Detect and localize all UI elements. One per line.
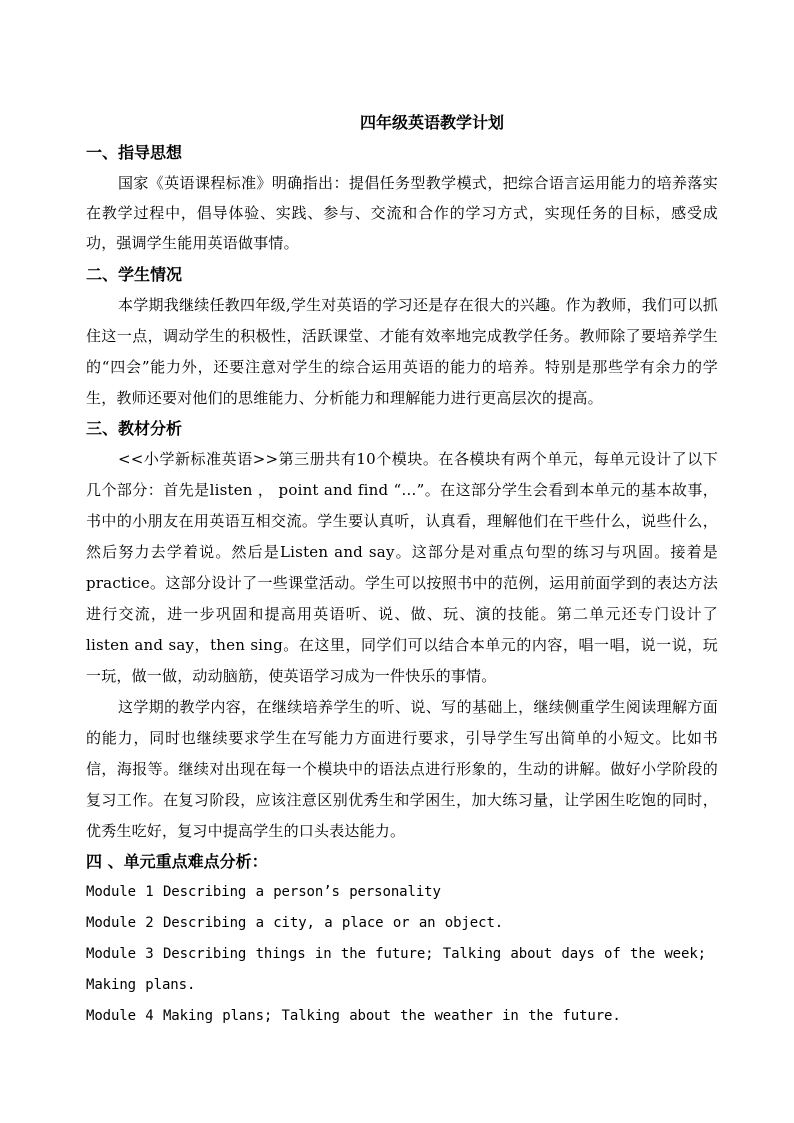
section-unit-key-points bbox=[86, 847, 718, 1032]
module-line: Module 3 Describing things in the future; Talking about days of the week; Making plans. bbox=[86, 946, 706, 993]
section-student-situation bbox=[86, 260, 718, 414]
module-line: Module 1 Describing a person’s personality bbox=[86, 884, 441, 900]
document-page bbox=[86, 108, 718, 1032]
paragraph: 本学期我继续任教四年级,学生对英语的学习还是存在很大的兴趣。作为教师，我们可以抓住这一点，调动学生的积极性，活跃课堂、才能有效率地完成教学任务。教师除了要培养学生的“四会”能力外，还要注意对学生的综合运用英语的能力的培养。特别是那些学有余力的学生，教师还要对他们的思维能力、分析能力和理解能力进行更高层次的提高。 bbox=[86, 296, 718, 407]
section-heading: 四 、单元重点难点分析： bbox=[86, 852, 268, 871]
section-textbook-analysis bbox=[86, 414, 718, 847]
paragraph: 这学期的教学内容，在继续培养学生的听、说、写的基础上，继续侧重学生阅读理解方面的能力，同时也继续要求学生在写能力方面进行要求，引导学生写出简单的小短文。比如书信，海报等。继续对出现在每一个模块中的语法点进行形象的，生动的讲解。做好小学阶段的复习工作。在复习阶段，应该注意区别优秀生和学困生，加大练习量，让学困生吃饱的同时，优秀生吃好，复习中提高学生的口头表达能力。 bbox=[86, 698, 718, 840]
document-title: 四年级英语教学计划 bbox=[359, 113, 504, 132]
paragraph: 国家《英语课程标准》明确指出：提倡任务型教学模式，把综合语言运用能力的培养落实在教学过程中，倡导体验、实践、参与、交流和合作的学习方式，实现任务的目标，感受成功，强调学生能用英语做事情。 bbox=[86, 174, 718, 252]
module-line: Module 2 Describing a city, a place or an object. bbox=[86, 915, 504, 931]
section-heading: 三、教材分析 bbox=[86, 419, 183, 438]
paragraph: <<小学新标准英语>>第三册共有10个模块。在各模块有两个单元，每单元设计了以下几个部分：首先是listen ， point and find “…”。在这部分学生会看到本单元的基本故事，书中的小朋友在用英语互相交流。学生要认真听，认真看，理解他们在干些什么，说些什么，然后努力去学着说。然后是Listen and say。这部分是对重点句型的练习与巩固。接着是practice。这部分设计了一些课堂活动。学生可以按照书中的范例，运用前面学到的表达方法进行交流，进一步巩固和提高用英语听、说、做、玩、演的技能。第二单元还专门设计了 listen and say，then sing。在这里，同学们可以结合本单元的内容，唱一唱，说一说，玩一玩，做一做，动动脑筋，使英语学习成为一件快乐的事情。 bbox=[86, 450, 718, 685]
section-heading: 二、学生情况 bbox=[86, 265, 183, 284]
section-guiding-ideology bbox=[86, 138, 718, 258]
section-heading: 一、指导思想 bbox=[86, 143, 183, 162]
module-line: Module 4 Making plans; Talking about the weather in the future. bbox=[86, 1008, 621, 1024]
